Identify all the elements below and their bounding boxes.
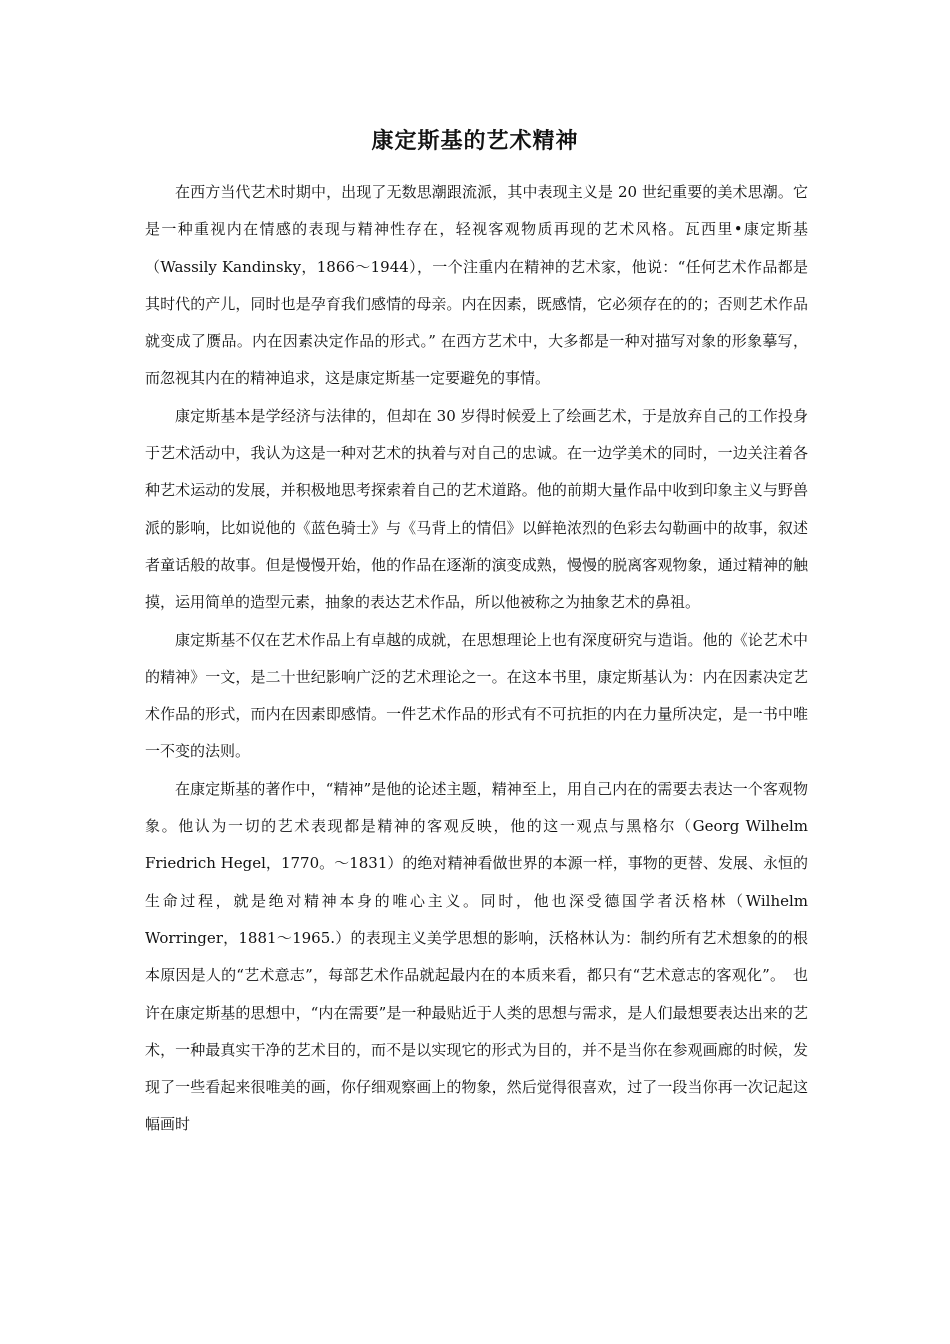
paragraph-2: 康定斯基本是学经济与法律的，但却在 30 岁得时候爱上了绘画艺术，于是放弃自己的工作投身于艺术活动中，我认为这是一种对艺术的执着与对自己的忠诚。在一边学美术的同时，一边关注着各种艺术运动的发展，并积极地思考探索着自己的艺术道路。他的前期大量作品中收到印象主义与野兽派的影响，比如说他的《蓝色骑士》与《马背上的情侣》以鲜艳浓烈的色彩去勾勒画中的故事，叙述者童话般的故事。但是慢慢开始，他的作品在逐渐的演变成熟，慢慢的脱离客观物象，通过精神的触摸，运用简单的造型元素，抽象的表达艺术作品，所以他被称之为抽象艺术的鼻祖。: [145, 406, 808, 612]
paragraph-1: 在西方当代艺术时期中，出现了无数思潮跟流派，其中表现主义是 20 世纪重要的美术思潮。它是一种重视内在情感的表现与精神性存在，轻视客观物质再现的艺术风格。瓦西里•康定斯基（Wassily Kandinsky，1866～1944），一个注重内在精神的艺术家，他说：“任何艺术作品都是其时代的产儿，同时也是孕育我们感情的母亲。内在因素，既感情，它必须存在的的；否则艺术作品就变成了赝品。内在因素决定作品的形式。” 在西方艺术中，大多都是一种对描写对象的形象摹写，而忽视其内在的精神追求，这是康定斯基一定要避免的事情。: [145, 183, 808, 388]
page-title: 康定斯基的艺术精神: [371, 129, 579, 154]
paragraph-3: 康定斯基不仅在艺术作品上有卓越的成就，在思想理论上也有深度研究与造诣。他的《论艺术中的精神》一文，是二十世纪影响广泛的艺术理论之一。在这本书里，康定斯基认为：内在因素决定艺术作品的形式，而内在因素即感情。一件艺术作品的形式有不可抗拒的内在力量所决定，是一书中唯一不变的法则。: [145, 630, 808, 761]
paragraph-4: 在康定斯基的著作中，“精神”是他的论述主题，精神至上，用自己内在的需要去表达一个客观物象。他认为一切的艺术表现都是精神的客观反映，他的这一观点与黑格尔（Georg Wilhelm Friedrich Hegel，1770。～1831）的绝对精神看做世界的本源一样，事物的更替、发展、永恒的生命过程，就是绝对精神本身的唯心主义。同时，他也深受德国学者沃格林（Wilhelm Worringer，1881～1965.）的表现主义美学思想的影响，沃格林认为：制约所有艺术想象的的根本原因是人的“艺术意志”，每部艺术作品就起最内在的本质来看，都只有“艺术意志的客观化”。 也许在康定斯基的思想中，“内在需要”是一种最贴近于人类的思想与需求，是人们最想要表达出来的艺术，一种最真实干净的艺术目的，而不是以实现它的形式为目的，并不是当你在参观画廊的时候，发现了一些看起来很唯美的画，你仔细观察画上的物象，然后觉得很喜欢，过了一段当你再一次记起这幅画时: [145, 779, 808, 1134]
document-body: [145, 174, 808, 1144]
